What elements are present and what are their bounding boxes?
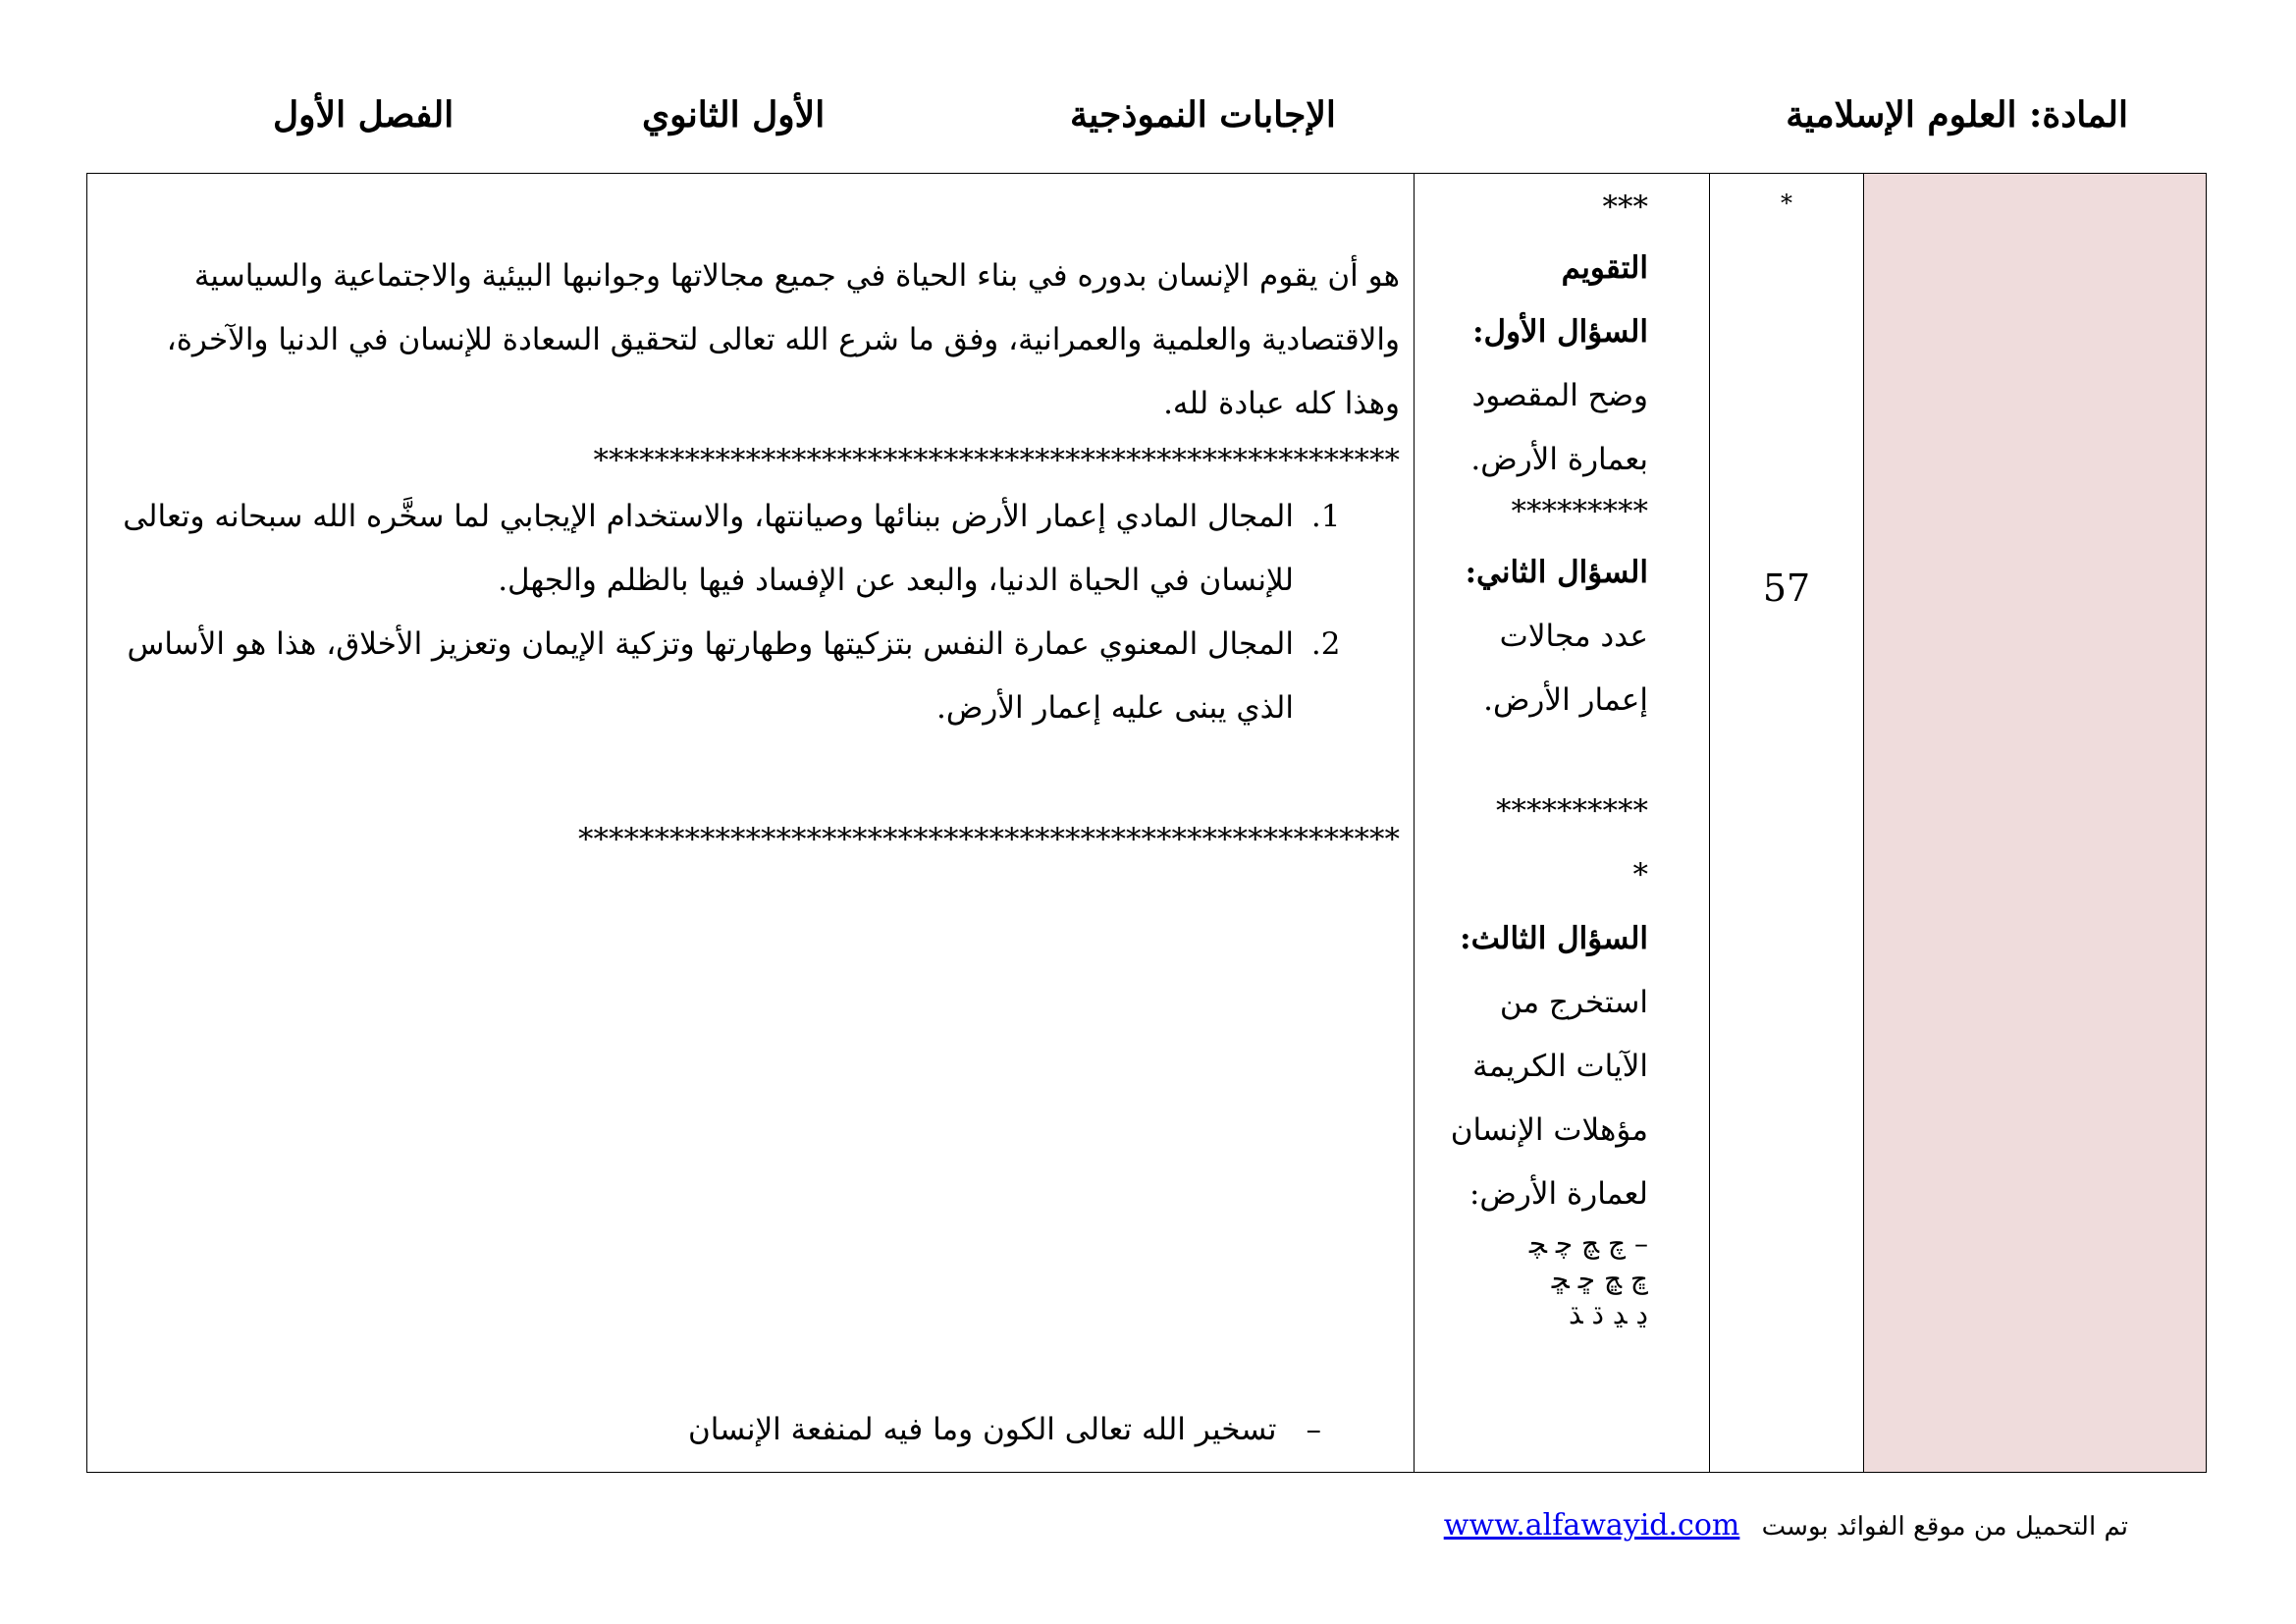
evaluation-heading: التقويم [1561, 250, 1648, 286]
model-answers-title: الإجابات النموذجية [1070, 94, 1336, 135]
table-row [87, 174, 2207, 1473]
question-separator-star: * [1632, 857, 1648, 893]
shaded-cell [1864, 174, 2207, 1473]
question-3-title: السؤال الثالث: [1460, 921, 1648, 956]
grade-title: الأول الثانوي [642, 94, 826, 135]
bullet-dash: – [1306, 1412, 1321, 1447]
question-2-line: إعمار الأرض. [1483, 682, 1648, 718]
answers-column [117, 244, 1400, 1447]
answers-table [86, 173, 2207, 1473]
number-star: * [1781, 189, 1792, 217]
top-stars: *** [1602, 189, 1648, 225]
list-item: 1. المجال المادي إعمار الأرض ببنائها وصيانتها، والاستخدام الإيجابي لما سخَّره الله سبحانه وتعالى للإنسان في الحياة الدنيا، والبعد عن الإفساد فيها بالظلم والجهل. [117, 485, 1302, 613]
answer-2-list [117, 485, 1400, 740]
answer-separator: ****************************************************** [578, 822, 1400, 857]
page-header [0, 94, 2296, 153]
question-separator: ********** [1496, 793, 1648, 829]
question-1-title: السؤال الأول: [1472, 314, 1648, 350]
questions-column [1424, 188, 1648, 1332]
question-3-line: مؤهلات الإنسان [1450, 1112, 1648, 1148]
answers-cell [87, 174, 1415, 1473]
footer-text: تم التحميل من موقع الفوائد بوست [1761, 1512, 2128, 1542]
question-1-line: وضح المقصود [1471, 378, 1648, 413]
quran-glyph-line: – ﭺ ﭻ ﭼ ﭽ [1528, 1227, 1648, 1260]
lesson-number-cell [1710, 174, 1864, 1473]
answer-3-text: تسخير الله تعالى الكون وما فيه لمنفعة الإنسان [687, 1412, 1277, 1447]
question-3-line: استخرج من [1499, 985, 1648, 1020]
lesson-number: 57 [1762, 567, 1811, 610]
quran-glyph-line: ﮂ ﮃ ﮄ ﮅ [1568, 1298, 1648, 1330]
answer-3 [688, 1398, 1321, 1462]
question-2-line: عدد مجالات [1499, 619, 1648, 654]
question-2-title: السؤال الثاني: [1465, 555, 1648, 590]
question-3-line: لعمارة الأرض: [1468, 1176, 1648, 1212]
footer [1444, 1508, 2128, 1543]
questions-cell [1415, 174, 1710, 1473]
question-separator: ********* [1511, 494, 1648, 529]
list-item: 2. المجال المعنوي عمارة النفس بتزكيتها وطهارتها وتزكية الإيمان وتعزيز الأخلاق، هذا هو الأساس الذي يبنى عليه إعمار الأرض. [117, 613, 1302, 740]
quran-glyph-line: ﭾ ﭿ ﮀ ﮁ [1551, 1263, 1648, 1295]
question-1-line: بعمارة الأرض. [1470, 442, 1648, 477]
term-title: الفصل الأول [273, 94, 454, 135]
question-3-line: الآيات الكريمة [1472, 1049, 1648, 1084]
subject-title: المادة: العلوم الإسلامية [1786, 94, 2128, 135]
answer-separator: ***************************************************** [593, 443, 1400, 478]
footer-link[interactable]: www.alfawayid.com [1443, 1508, 1740, 1543]
answer-1: هو أن يقوم الإنسان بدوره في بناء الحياة في جميع مجالاتها وجوانبها البيئية والاجتماعية والسياسية والاقتصادية والعلمية والعمرانية، وفق ما شرع الله تعالى لتحقيق السعادة للإنسان في الدنيا والآخرة، وهذا كله عبادة لله. [166, 258, 1400, 421]
